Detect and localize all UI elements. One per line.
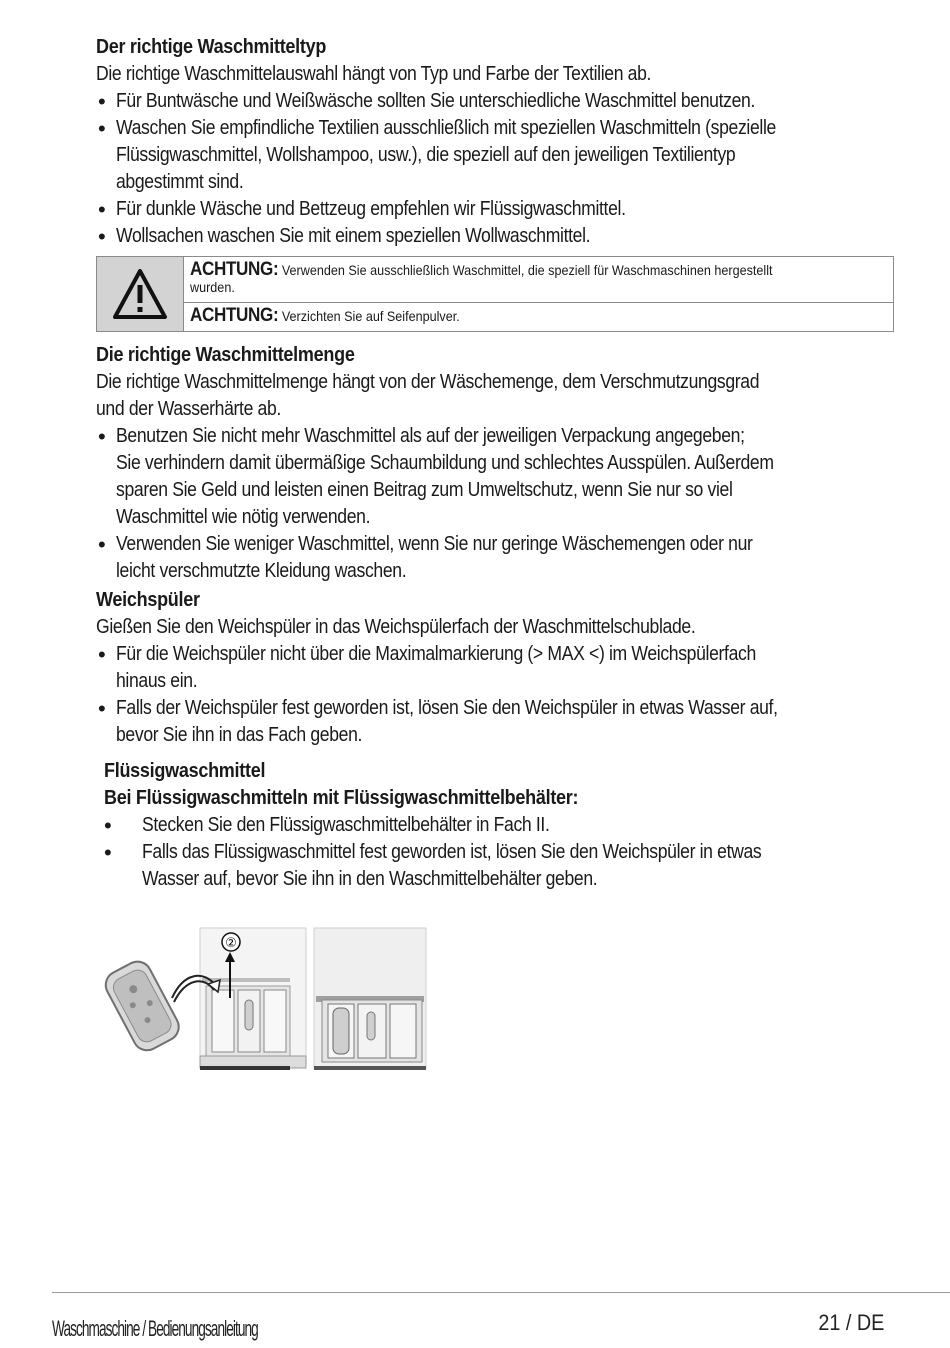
list-item: • Stecken Sie den Flüssigwaschmittelbehälter in Fach II. xyxy=(104,812,896,839)
heading-detergent-amount: Die richtige Waschmittelmenge xyxy=(96,344,355,366)
list-item: • Wollsachen waschen Sie mit einem speziellen Wollwaschmittel. xyxy=(96,223,896,250)
warning-box xyxy=(96,256,894,332)
footer-divider xyxy=(52,1292,950,1293)
bullet-list-softener xyxy=(96,641,896,749)
list-item: • Für die Weichspüler nicht über die Maximalmarkierung (> MAX <) im Weichspülerfach hinaus ein. xyxy=(96,641,896,695)
warning-triangle-icon xyxy=(112,267,168,321)
heading-softener: Weichspüler xyxy=(96,589,200,611)
liquid-container-illustration xyxy=(100,926,430,1076)
heading-detergent-type: Der richtige Waschmitteltyp xyxy=(96,36,327,58)
list-item: • Waschen Sie empfindliche Textilien ausschließlich mit speziellen Waschmitteln (spezielle Flüssigwaschmittel, Wollshampoo, usw.), die speziell auf den jeweiligen Textilientyp abgestimmt sind. xyxy=(96,115,896,196)
bullet-list-liquid-detergent xyxy=(104,812,896,893)
warning-row-detergent: ACHTUNG: Verwenden Sie ausschließlich Waschmittel, die speziell für Waschmaschinen hergestellt wurden. xyxy=(190,259,773,295)
warning-row-soap-powder: ACHTUNG: Verzichten Sie auf Seifenpulver. xyxy=(184,302,893,331)
list-item: • Für dunkle Wäsche und Bettzeug empfehlen wir Flüssigwaschmittel. xyxy=(96,196,896,223)
list-item: • Verwenden Sie weniger Waschmittel, wenn Sie nur geringe Wäschemengen oder nur leicht verschmutzte Kleidung waschen. xyxy=(96,531,896,585)
list-item: • Falls der Weichspüler fest geworden ist, lösen Sie den Weichspüler in etwas Wasser auf, bevor Sie ihn in das Fach geben. xyxy=(96,695,896,749)
heading-liquid-detergent: Flüssigwaschmittel xyxy=(104,760,266,782)
page-content: Der richtige Waschmitteltyp Die richtige Waschmittelauswahl hängt von Typ und Farbe der Textilien ab. • Für Buntwäsche und Weißwäsche sollten Sie unterschiedliche Waschmittel benutzen. • Waschen Sie empfindliche Textilien ausschließlich mit speziellen Waschmitteln (spezielle Flüssigwaschmittel, Wollshampoo, usw.), die speziell auf den jeweiligen Textilientyp abgestimmt sind. • Für dunkle Wäsche und Bettzeug empfehlen wir Flüssigwaschmittel. • Wollsachen waschen Sie mit einem speziellen Wollwaschmittel. ACHTUNG: Verwenden Sie ausschließlich Waschmittel, die speziell für Waschmaschinen hergestellt wurden. ACHTUNG: Verzichten Sie auf Seifenpulver. Die richtige Waschmittelmenge Die richtige Waschmittelmenge hängt von der Wäschemenge, dem Verschmutzungsgrad und der Wasserhärte ab. • Benutzen Sie nicht mehr Waschmittel als auf der jeweiligen Verpackung angegeben; Sie verhindern damit übermäßige Schaumbildung und schlechtes Ausspülen. Außerdem sparen Sie Geld und leisten einen Beitrag zum Umweltschutz, wenn Sie nur so viel Waschmittel wie nötig verwenden. • Verwenden Sie weniger Waschmittel, wenn Sie nur geringe Wäschemengen oder nur leicht verschmutzte Kleidung waschen. Weichspüler Gießen Sie den Weichspüler in das Weichspülerfach der Waschmittelschublade. • Für die Weichspüler nicht über die Maximalmarkierung (> MAX <) im Weichspülerfach hinaus ein. • Falls der Weichspüler fest geworden ist, lösen Sie den Weichspüler in etwas Wasser auf, bevor Sie ihn in das Fach geben. Flüssigwaschmittel Bei Flüssigwaschmitteln mit Flüssigwaschmittelbehälter: • Stecken Sie den Flüssigwaschmittelbehälter in Fach II. • Falls das Flüssigwaschmittel fest geworden ist, lösen Sie den Weichspüler in etwas Wasser auf, bevor Sie ihn in den Waschmittelbehälter geben. xyxy=(96,34,896,893)
bullet-list-detergent-type xyxy=(96,88,896,250)
bullet-list-detergent-amount xyxy=(96,423,896,585)
list-item: • Für Buntwäsche und Weißwäsche sollten Sie unterschiedliche Waschmittel benutzen. xyxy=(96,88,896,115)
warning-label: ACHTUNG: xyxy=(190,259,279,280)
step-marker: ② xyxy=(225,936,237,951)
footer-document-title: Waschmaschine / Bedienungsanleitung xyxy=(52,1316,258,1341)
intro-detergent-type: Die richtige Waschmittelauswahl hängt von Typ und Farbe der Textilien ab. xyxy=(96,63,652,85)
warning-label: ACHTUNG: xyxy=(190,305,279,326)
subheading-liquid-container: Bei Flüssigwaschmitteln mit Flüssigwaschmittelbehälter: xyxy=(104,787,579,809)
warning-icon-cell xyxy=(97,257,184,331)
list-item: • Falls das Flüssigwaschmittel fest geworden ist, lösen Sie den Weichspüler in etwas Wasser auf, bevor Sie ihn in den Waschmittelbehälter geben. xyxy=(104,839,896,893)
page-number: 21 / DE xyxy=(817,1310,884,1335)
list-item: • Benutzen Sie nicht mehr Waschmittel als auf der jeweiligen Verpackung angegeben; Sie verhindern damit übermäßige Schaumbildung und schlechtes Ausspülen. Außerdem sparen Sie Geld und leisten einen Beitrag zum Umweltschutz, wenn Sie nur so viel Waschmittel wie nötig verwenden. xyxy=(96,423,896,531)
dispenser-drawer-image xyxy=(100,926,430,1076)
